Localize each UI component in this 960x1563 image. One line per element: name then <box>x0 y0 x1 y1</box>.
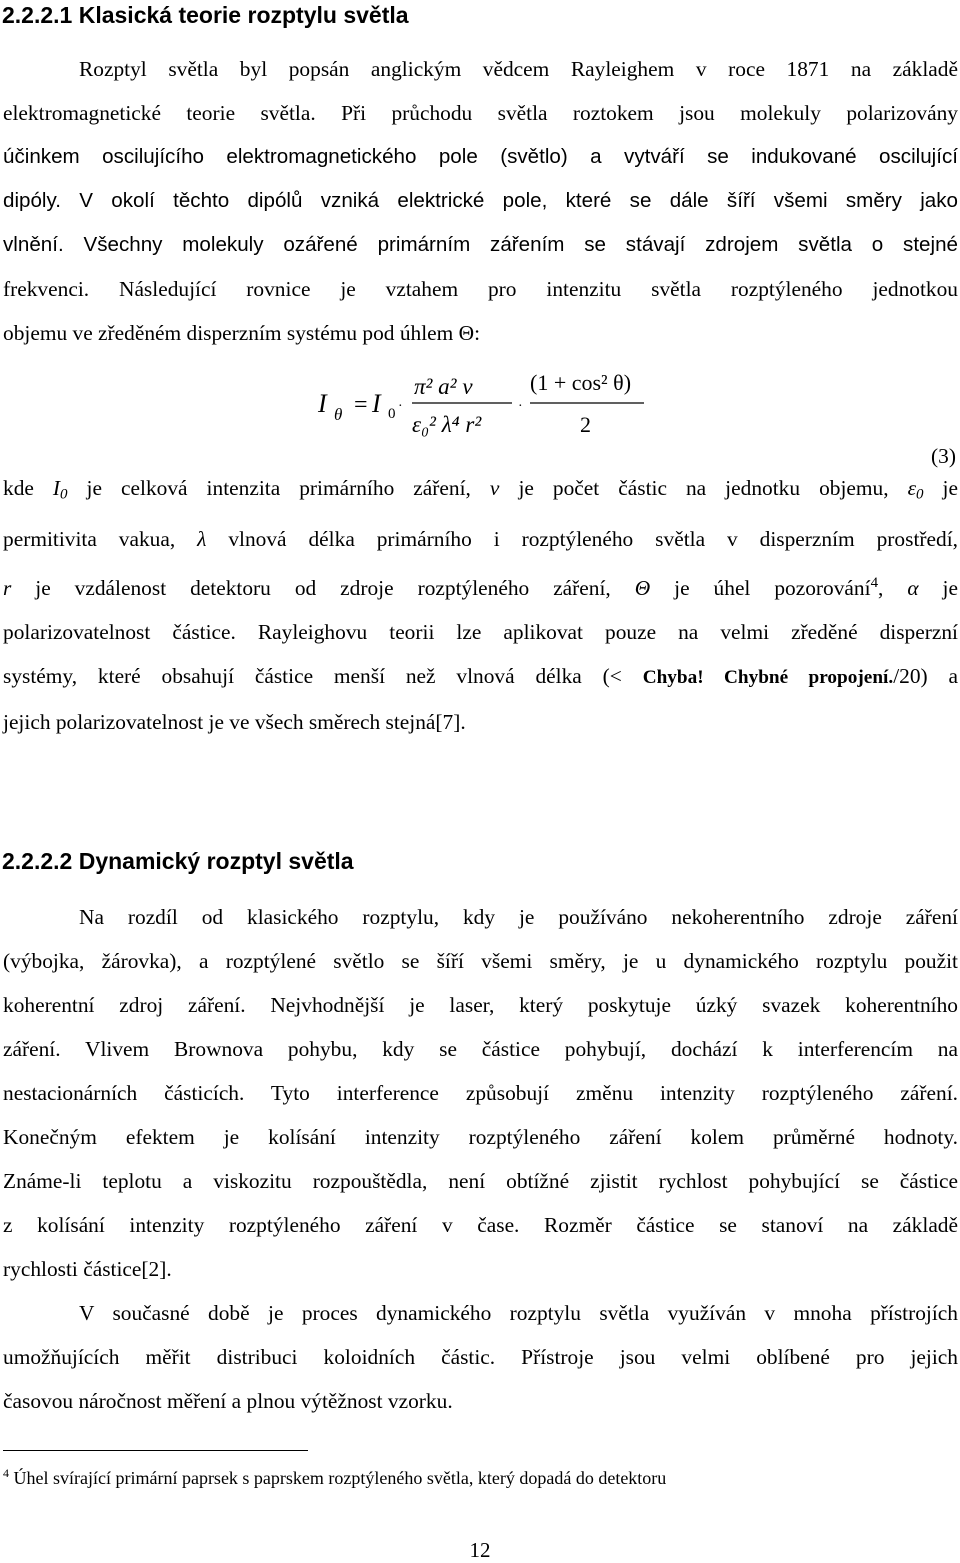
footnote-ref: 4 <box>870 574 879 591</box>
eq-i0: I <box>372 389 381 418</box>
footnote-text: Úhel svírající primární paprsek s paprskem rozptýleného světla, který dopadá do detektoru <box>9 1468 667 1488</box>
text-line: frekvenci. Následující rovnice je vztahem pro intenzitu světla rozptýleného jednotkou <box>3 277 958 301</box>
text-line: Rozptyl světla byl popsán anglickým vědcem Rayleighem v roce 1871 na základě <box>79 57 958 81</box>
text-line: Známe-li teplotu a viskozitu rozpouštědla, není obtížné zjistit rychlost pohybující se částice <box>3 1169 958 1193</box>
page-number: 12 <box>469 1538 491 1562</box>
eq-lhs: I <box>318 389 327 418</box>
section-heading-dynamic: 2.2.2.2 Dynamický rozptyl světla <box>2 848 354 874</box>
text-line: rychlosti částice[2]. <box>3 1257 172 1281</box>
paragraph-dynamic-1 <box>3 895 958 1291</box>
text-line: kde $I_0$ je celková intenzita primárního záření, v je počet částic na jednotku objemu, $\varepsilon_0$ je <box>3 476 958 503</box>
paragraph-classical-explanation <box>3 466 958 744</box>
eq-dot: · <box>518 399 523 414</box>
rayleigh-equation <box>316 360 656 450</box>
text-line: elektromagnetické teorie světla. Při průchodu světla roztokem jsou molekuly polarizovány <box>3 101 958 125</box>
text-line: polarizovatelnost částice. Rayleighovu teorii lze aplikovat pouze na velmi zředěné disperzní <box>3 619 958 644</box>
eq-i0-sub: 0 <box>388 406 396 422</box>
text-line: dipóly. V okolí těchto dipólů vzniká elektrické pole, které se dále šíří všemi směry jako <box>3 189 958 212</box>
footnote-separator <box>3 1450 308 1451</box>
eq-numerator-2: (1 + cos² θ) <box>530 370 632 395</box>
text-line: Na rozdíl od klasického rozptylu, kdy je používáno nekoherentního zdroje záření <box>79 905 958 929</box>
text-line: umožňujících měřit distribuci koloidních částic. Přístroje jsou velmi oblíbené pro jejich <box>3 1345 958 1369</box>
footnote-mark: 4 <box>3 1466 9 1480</box>
text-line: záření. Vlivem Brownova pohybu, kdy se částice pohybují, dochází k interferencím na <box>3 1037 958 1061</box>
text-line: časovou náročnost měření a plnou výtěžnost vzorku. <box>3 1389 453 1413</box>
text-line: účinkem oscilujícího elektromagnetického pole (světlo) a vytváří se indukované oscilující <box>3 145 958 168</box>
paragraph-classical-intro <box>3 47 958 355</box>
text-line: z kolísání intenzity rozptýleného záření v čase. Rozměr částice se stanoví na základě <box>3 1213 958 1237</box>
text-line: Konečným efektem je kolísání intenzity rozptýleného záření kolem průměrné hodnoty. <box>3 1125 958 1149</box>
text-line: nestacionárních částicích. Tyto interference způsobují změnu intenzity rozptýleného záření. <box>3 1081 958 1105</box>
text-line: r je vzdálenost detektoru od zdroje rozptýleného záření, Θ je úhel pozorování$^4$, α je <box>3 574 958 600</box>
eq-denominator-2: 2 <box>580 412 591 437</box>
equation-number: (3) <box>931 444 956 468</box>
text-line: koherentní zdroj záření. Nejvhodnější je laser, který poskytuje úzký svazek koherentního <box>3 993 958 1017</box>
paragraph-dynamic-2 <box>3 1291 958 1423</box>
broken-reference-error: Chyba! Chybné propojení. <box>642 666 894 688</box>
text-line: (výbojka, žárovka), a rozptýlené světlo se šíří všemi směry, je u dynamického rozptylu použit <box>3 949 958 973</box>
text-line: systémy, které obsahují částice menší než vlnová délka (< Chyba! Chybné propojení./20) a <box>3 663 958 688</box>
text-line: vlnění. Všechny molekuly ozářené primárním zářením se stávají zdrojem světla o stejné <box>3 233 958 256</box>
eq-equals: = <box>354 392 368 418</box>
eq-denominator: ε₀² λ⁴ r² <box>412 412 482 437</box>
eq-numerator: π² a² v <box>414 374 473 399</box>
text-line: V současné době je proces dynamického rozptylu světla využíván v mnoha přístrojích <box>79 1301 958 1325</box>
footnote <box>3 1466 666 1489</box>
text-line: permitivita vakua, λ vlnová délka primárního i rozptýleného světla v disperzním prostředí, <box>3 526 958 551</box>
text-line: objemu ve zředěném disperzním systému pod úhlem Θ: <box>3 321 481 345</box>
text-line: jejich polarizovatelnost je ve všech směrech stejná[7]. <box>3 709 466 734</box>
section-heading-classical: 2.2.2.1 Klasická teorie rozptylu světla <box>2 2 409 28</box>
eq-lhs-sub: θ <box>334 405 343 424</box>
eq-dot: · <box>398 399 403 414</box>
